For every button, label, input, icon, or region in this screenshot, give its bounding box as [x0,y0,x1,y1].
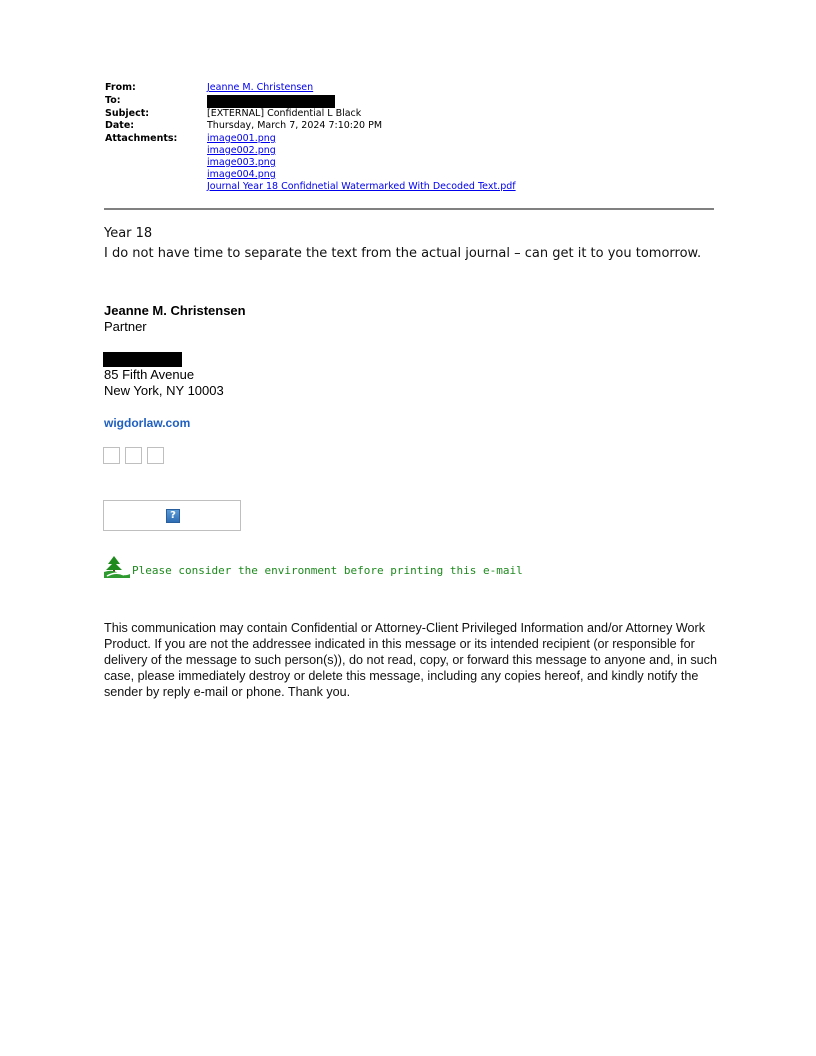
subject-value: [EXTERNAL] Confidential L Black [207,107,362,119]
from-link[interactable]: Jeanne M. Christensen [207,82,314,93]
from-label: From: [105,82,136,93]
image-placeholder-box [103,500,241,531]
subject-row [105,108,715,121]
attachment-link[interactable]: image002.png [207,144,276,156]
attachments-row [105,133,715,193]
attachment-link[interactable]: Journal Year 18 Confidnetial Watermarked With Decoded Text.pdf [207,180,516,192]
to-redaction [207,95,335,108]
tree-icon [104,556,130,578]
header-divider [104,208,714,210]
signature-name: Jeanne M. Christensen [104,303,246,318]
social-icons [103,447,164,464]
attachment-link[interactable]: image003.png [207,156,276,168]
website-link[interactable]: wigdorlaw.com [104,416,191,430]
address-line: New York, NY 10003 [104,383,224,398]
address [104,367,224,399]
to-label: To: [105,94,121,106]
attachments-list [207,133,715,193]
question-mark-icon: ? [166,509,180,523]
from-row [105,82,715,95]
date-row [105,120,715,133]
confidentiality-disclaimer: This communication may contain Confidential or Attorney-Client Privileged Information and/or Attorney Work Product. If you are not the addressee indicated in this message or its intended recipient (or responsible for delivery of the message to such person(s)), do not read, copy, or forward this message to anyone and, in such case, please immediately destroy or delete this message, including any copies hereof, and kindly notify the sender by reply e-mail or phone. Thank you. [104,621,717,699]
body-line: Year 18 [104,226,153,241]
environment-note [104,556,523,578]
body-line: I do not have time to separate the text from the actual journal – can get it to you tomorrow. [104,246,702,261]
attachment-link[interactable]: image004.png [207,168,276,180]
broken-image-icon[interactable] [103,447,120,464]
date-value: Thursday, March 7, 2024 7:10:20 PM [207,120,383,131]
subject-label: Subject: [105,107,150,119]
environment-text: Please consider the environment before printing this e-mail [132,564,523,577]
signature-redaction [103,352,182,367]
to-row [105,95,715,108]
broken-image-icon[interactable] [147,447,164,464]
message-body [104,224,724,264]
signature [104,303,246,335]
attachments-label: Attachments: [105,132,178,144]
attachment-link[interactable]: image001.png [207,132,276,144]
date-label: Date: [105,120,135,131]
email-header [105,82,715,193]
broken-image-icon[interactable] [125,447,142,464]
address-line: 85 Fifth Avenue [104,367,195,382]
signature-title: Partner [104,319,147,334]
